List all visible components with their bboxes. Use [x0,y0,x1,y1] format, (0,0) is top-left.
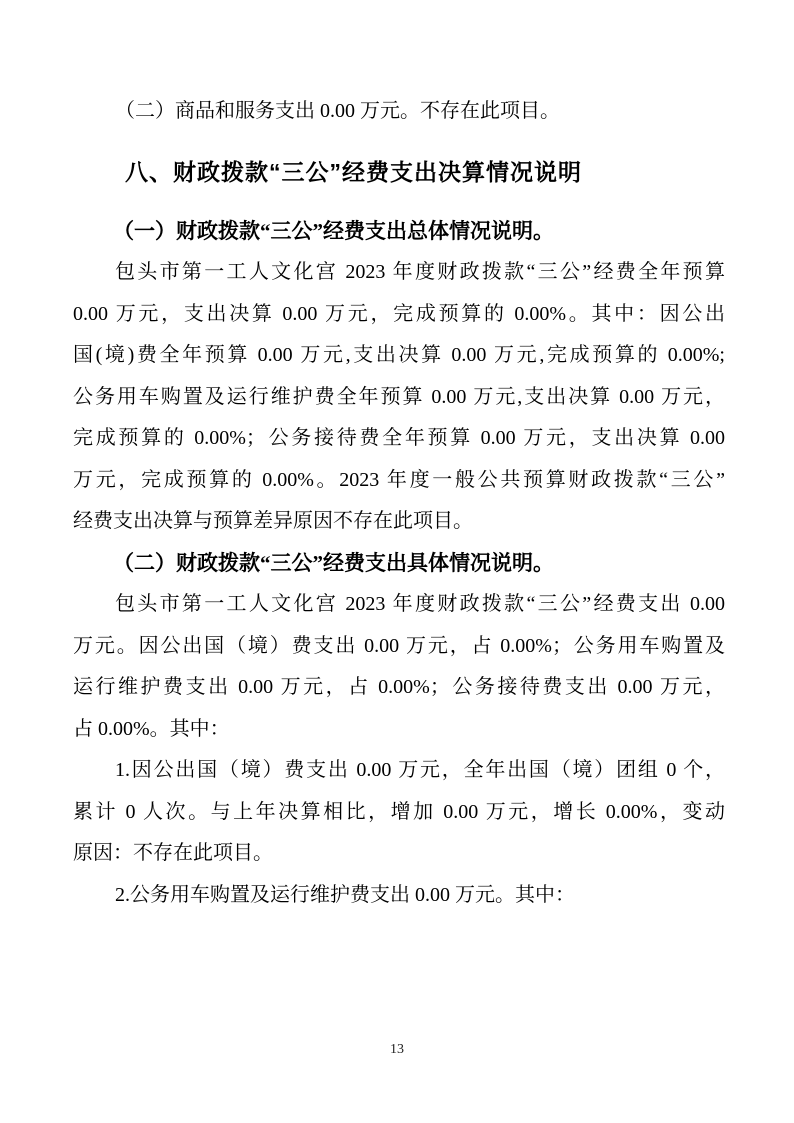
paragraph-abroad-trips [73,750,725,875]
text-line: 万元，完成预算的 0.00%。2023 年度一般公共预算财政拨款“三公” [73,468,725,491]
paragraph-vehicle [73,875,725,917]
text-line: 国(境)费全年预算 0.00 万元,支出决算 0.00 万元,完成预算的 0.00%; [73,344,725,367]
text-line: 累计 0 人次。与上年决算相比，增加 0.00 万元，增长 0.00%，变动 [73,800,725,823]
text-line: 2.公务用车购置及运行维护费支出 0.00 万元。其中： [115,883,575,906]
text-line: 包头市第一工人文化宫 2023 年度财政拨款“三公”经费全年预算 [115,261,725,284]
text-line: 公务用车购置及运行维护费全年预算 0.00 万元,支出决算 0.00 万元， [73,385,725,408]
text-line: 万元。因公出国（境）费支出 0.00 万元，占 0.00%；公务用车购置及 [73,634,725,657]
subsection-heading-specific: （二）财政拨款“三公”经费支出具体情况说明。 [113,550,554,575]
text-line: 包头市第一工人文化宫 2023 年度财政拨款“三公”经费支出 0.00 [115,593,725,616]
text-line: 经费支出决算与预算差异原因不存在此项目。 [73,510,473,533]
text-line: 运行维护费支出 0.00 万元，占 0.00%；公务接待费支出 0.00 万元， [73,676,725,699]
page-content [73,91,725,916]
text-line: 原因：不存在此项目。 [73,842,273,865]
text-line: 占 0.00%。其中： [73,717,230,740]
text-line: 1.因公出国（境）费支出 0.00 万元，全年出国（境）团组 0 个， [115,759,725,782]
paragraph-specific [73,584,725,750]
text-line: 完成预算的 0.00%；公务接待费全年预算 0.00 万元，支出决算 0.00 [73,427,725,450]
page-number: 13 [390,1042,404,1057]
text-line: 0.00 万元，支出决算 0.00 万元，完成预算的 0.00%。其中：因公出 [73,302,725,325]
text-line: （二）商品和服务支出 0.00 万元。不存在此项目。 [115,100,560,122]
paragraph-overall [73,252,725,543]
section-heading: 八、财政拨款“三公”经费支出决算情况说明 [125,159,582,186]
paragraph-goods-services [73,91,725,133]
subsection-heading-overall: （一）财政拨款“三公”经费支出总体情况说明。 [113,218,554,243]
